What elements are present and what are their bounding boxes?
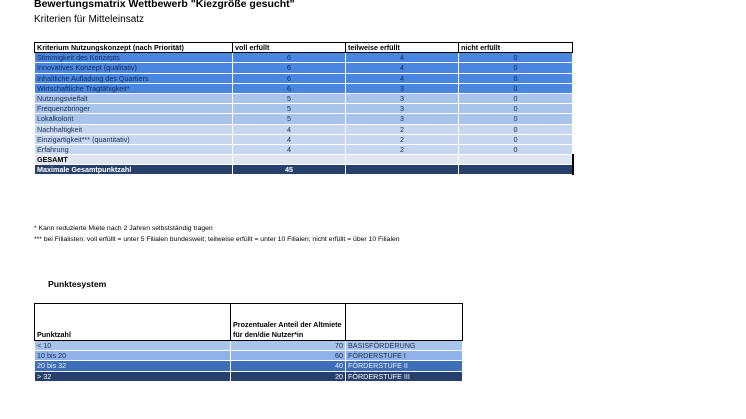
score-range-cell: 10 bis 20: [35, 351, 231, 361]
table-row: [35, 93, 573, 103]
none-score-cell: 0: [459, 53, 573, 63]
partial-score-cell: 4: [346, 63, 459, 73]
table-row: [35, 63, 573, 73]
funding-stage-cell: FÖRDERSTUFE III: [346, 371, 463, 381]
table-row: [35, 124, 573, 134]
table-row: [35, 351, 463, 361]
none-score-cell: 0: [459, 93, 573, 103]
score-range-cell: < 10: [35, 341, 231, 351]
max-score-row: [35, 165, 573, 175]
partial-score-cell: 4: [346, 53, 459, 63]
criterion-cell: Nutzungsvielfalt: [35, 93, 233, 103]
table-row: [35, 371, 463, 381]
full-score-cell: 6: [233, 73, 346, 83]
none-score-cell: 0: [459, 114, 573, 124]
full-score-cell: 5: [233, 104, 346, 114]
total-row: [35, 155, 573, 165]
partial-score-cell: 3: [346, 114, 459, 124]
header-full: voll erfüllt: [233, 43, 346, 53]
criterion-cell: Wirtschaftliche Tragfähigkeit*: [35, 83, 233, 93]
rent-percent-cell: 60: [231, 351, 346, 361]
full-score-cell: 6: [233, 83, 346, 93]
header-rent-share: Prozentualer Anteil der Altmiete für den/die Nutzer*in: [231, 304, 346, 341]
rent-percent-cell: 40: [231, 361, 346, 371]
full-score-cell: 4: [233, 134, 346, 144]
max-score-label: Maximale Gesamtpunktzahl: [35, 165, 233, 175]
funding-stage-cell: BASISFÖRDERUNG: [346, 341, 463, 351]
scoring-matrix: [34, 42, 574, 175]
none-score-cell: 0: [459, 104, 573, 114]
full-score-cell: 6: [233, 53, 346, 63]
criterion-cell: Stimmigkeit des Konzepts: [35, 53, 233, 63]
header-stage: [346, 304, 463, 341]
none-score-cell: 0: [459, 124, 573, 134]
total-label: GESAMT: [35, 155, 233, 165]
funding-stage-cell: FÖRDERSTUFE II: [346, 361, 463, 371]
total-empty-cell: [346, 155, 459, 165]
partial-score-cell: 4: [346, 73, 459, 83]
points-header-row: [35, 304, 463, 341]
table-row: [35, 73, 573, 83]
criterion-cell: Lokalkolorit: [35, 114, 233, 124]
table-row: [35, 83, 573, 93]
partial-score-cell: 3: [346, 104, 459, 114]
score-range-cell: > 32: [35, 371, 231, 381]
criterion-cell: Nachhaltigkeit: [35, 124, 233, 134]
criterion-cell: Frequenzbringer: [35, 104, 233, 114]
table-row: [35, 341, 463, 351]
total-empty-cell: [233, 155, 346, 165]
matrix-header-row: [35, 43, 573, 53]
table-row: [35, 144, 573, 154]
criterion-cell: Einzigartigkeit*** (quantitativ): [35, 134, 233, 144]
criterion-cell: Inhaltliche Aufladung des Quartiers: [35, 73, 233, 83]
none-score-cell: 0: [459, 144, 573, 154]
points-table: [34, 303, 463, 382]
partial-score-cell: 3: [346, 93, 459, 103]
header-criterion: Kriterium Nutzungskonzept (nach Priorität): [35, 43, 233, 53]
table-row: [35, 53, 573, 63]
full-score-cell: 4: [233, 144, 346, 154]
table-row: [35, 134, 573, 144]
full-score-cell: 4: [233, 124, 346, 134]
header-none: nicht erfüllt: [459, 43, 573, 53]
document-title: Bewertungsmatrix Wettbewerb "Kiezgröße gesucht": [34, 0, 295, 10]
rent-percent-cell: 70: [231, 341, 346, 351]
table-row: [35, 361, 463, 371]
none-score-cell: 0: [459, 134, 573, 144]
partial-score-cell: 3: [346, 83, 459, 93]
document-subtitle: Kriterien für Mitteleinsatz: [34, 14, 145, 25]
max-score-value: 45: [233, 165, 346, 175]
full-score-cell: 5: [233, 93, 346, 103]
rent-percent-cell: 20: [231, 371, 346, 381]
total-empty-cell: [459, 155, 573, 165]
table-row: [35, 104, 573, 114]
criterion-cell: Innovatives Konzept (qualitativ): [35, 63, 233, 73]
points-section-title: Punktesystem: [48, 279, 107, 289]
footnote-branches: *** bei Filialisten: voll erfüllt = unter 5 Filialen bundesweit; teilweise erfüllt = unter 10 Filialen; nicht erfüllt = über 10 Filialen: [34, 236, 400, 243]
partial-score-cell: 2: [346, 124, 459, 134]
footnote-rent: * Kann reduzierte Miete nach 2 Jahren selbstständig tragen: [34, 225, 213, 232]
full-score-cell: 5: [233, 114, 346, 124]
partial-score-cell: 2: [346, 134, 459, 144]
header-score: Punktzahl: [35, 304, 231, 341]
max-empty-cell: [346, 165, 459, 175]
funding-stage-cell: FÖRDERSTUFE I: [346, 351, 463, 361]
none-score-cell: 0: [459, 73, 573, 83]
score-range-cell: 20 bis 32: [35, 361, 231, 371]
criterion-cell: Erfahrung: [35, 144, 233, 154]
table-row: [35, 114, 573, 124]
max-empty-cell: [459, 165, 573, 175]
full-score-cell: 6: [233, 63, 346, 73]
none-score-cell: 0: [459, 63, 573, 73]
header-partial: teilweise erfüllt: [346, 43, 459, 53]
none-score-cell: 0: [459, 83, 573, 93]
partial-score-cell: 2: [346, 144, 459, 154]
